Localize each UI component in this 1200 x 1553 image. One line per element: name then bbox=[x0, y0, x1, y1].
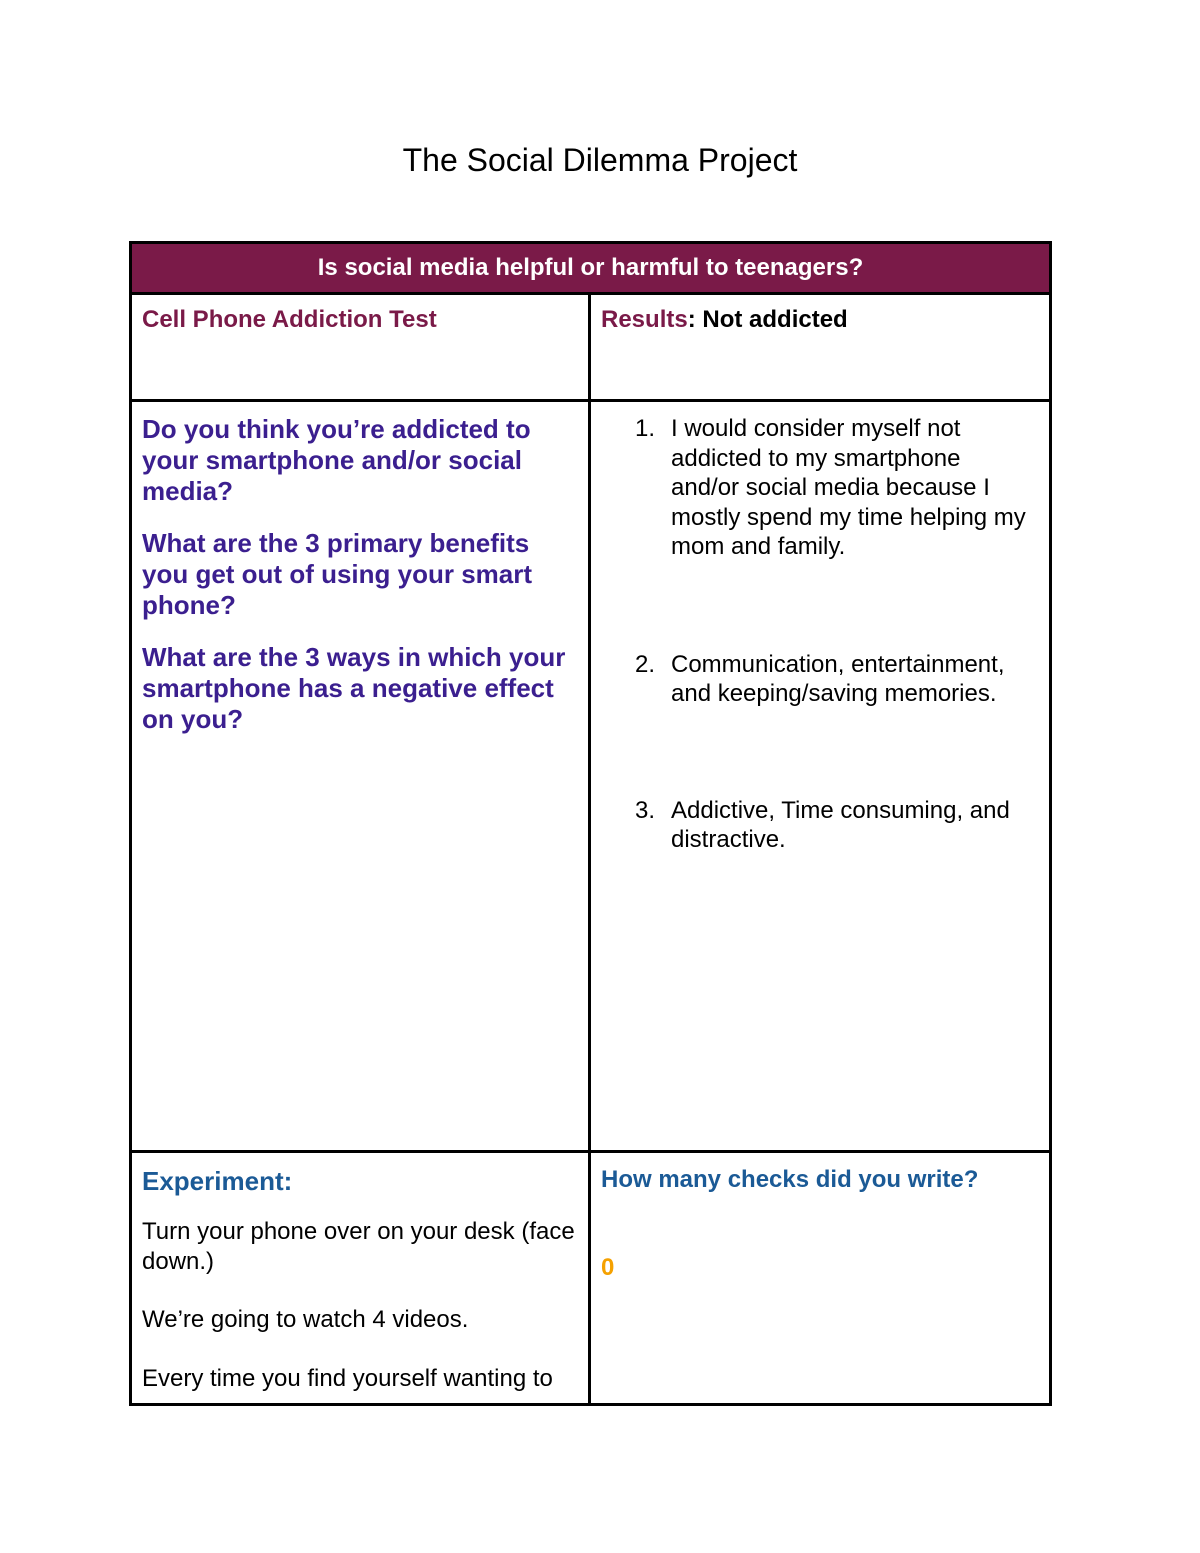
experiment-instruction: We’re going to watch 4 videos. bbox=[142, 1306, 469, 1333]
answer-item bbox=[601, 414, 1035, 562]
results-colon: : bbox=[687, 306, 696, 333]
answer-list bbox=[601, 414, 1035, 855]
experiment-cell bbox=[131, 1152, 590, 1405]
checks-cell bbox=[590, 1152, 1051, 1405]
checks-question: How many checks did you write? bbox=[601, 1166, 979, 1193]
experiment-title: Experiment: bbox=[142, 1166, 293, 1196]
answer-number: 1. bbox=[635, 415, 656, 442]
answer-text: Addictive, Time consuming, and distractive. bbox=[671, 796, 1010, 853]
experiment-instruction: Every time you find yourself wanting to bbox=[142, 1364, 553, 1392]
question-negative-effects: What are the 3 ways in which your smartphone has a negative effect on you? bbox=[142, 642, 566, 734]
question-addicted: Do you think you’re addicted to your smartphone and/or social media? bbox=[142, 414, 531, 506]
answer-item bbox=[601, 796, 1035, 855]
worksheet-table bbox=[129, 241, 1052, 1406]
table-header: Is social media helpful or harmful to teenagers? bbox=[131, 243, 1051, 294]
question-benefits: What are the 3 primary benefits you get out of using your smart phone? bbox=[142, 528, 533, 620]
checks-count: 0 bbox=[601, 1254, 615, 1281]
answer-number: 3. bbox=[635, 796, 656, 824]
answer-text: I would consider myself not addicted to my smartphone and/or social media because I mostly spend my time helping my mom and family. bbox=[671, 415, 1026, 560]
addiction-test-label: Cell Phone Addiction Test bbox=[142, 306, 437, 333]
page-title: The Social Dilemma Project bbox=[402, 142, 798, 178]
answer-text: Communication, entertainment, and keeping/saving memories. bbox=[671, 650, 1005, 707]
questions-cell bbox=[131, 401, 590, 1152]
addiction-test-cell bbox=[131, 294, 590, 401]
answer-number: 2. bbox=[635, 650, 656, 678]
results-value: Not addicted bbox=[695, 306, 848, 333]
experiment-instruction: Turn your phone over on your desk (face down.) bbox=[142, 1218, 575, 1275]
answers-cell bbox=[590, 401, 1051, 1152]
results-cell bbox=[590, 294, 1051, 401]
results-label: Results bbox=[601, 306, 688, 333]
answer-item bbox=[601, 650, 1035, 709]
